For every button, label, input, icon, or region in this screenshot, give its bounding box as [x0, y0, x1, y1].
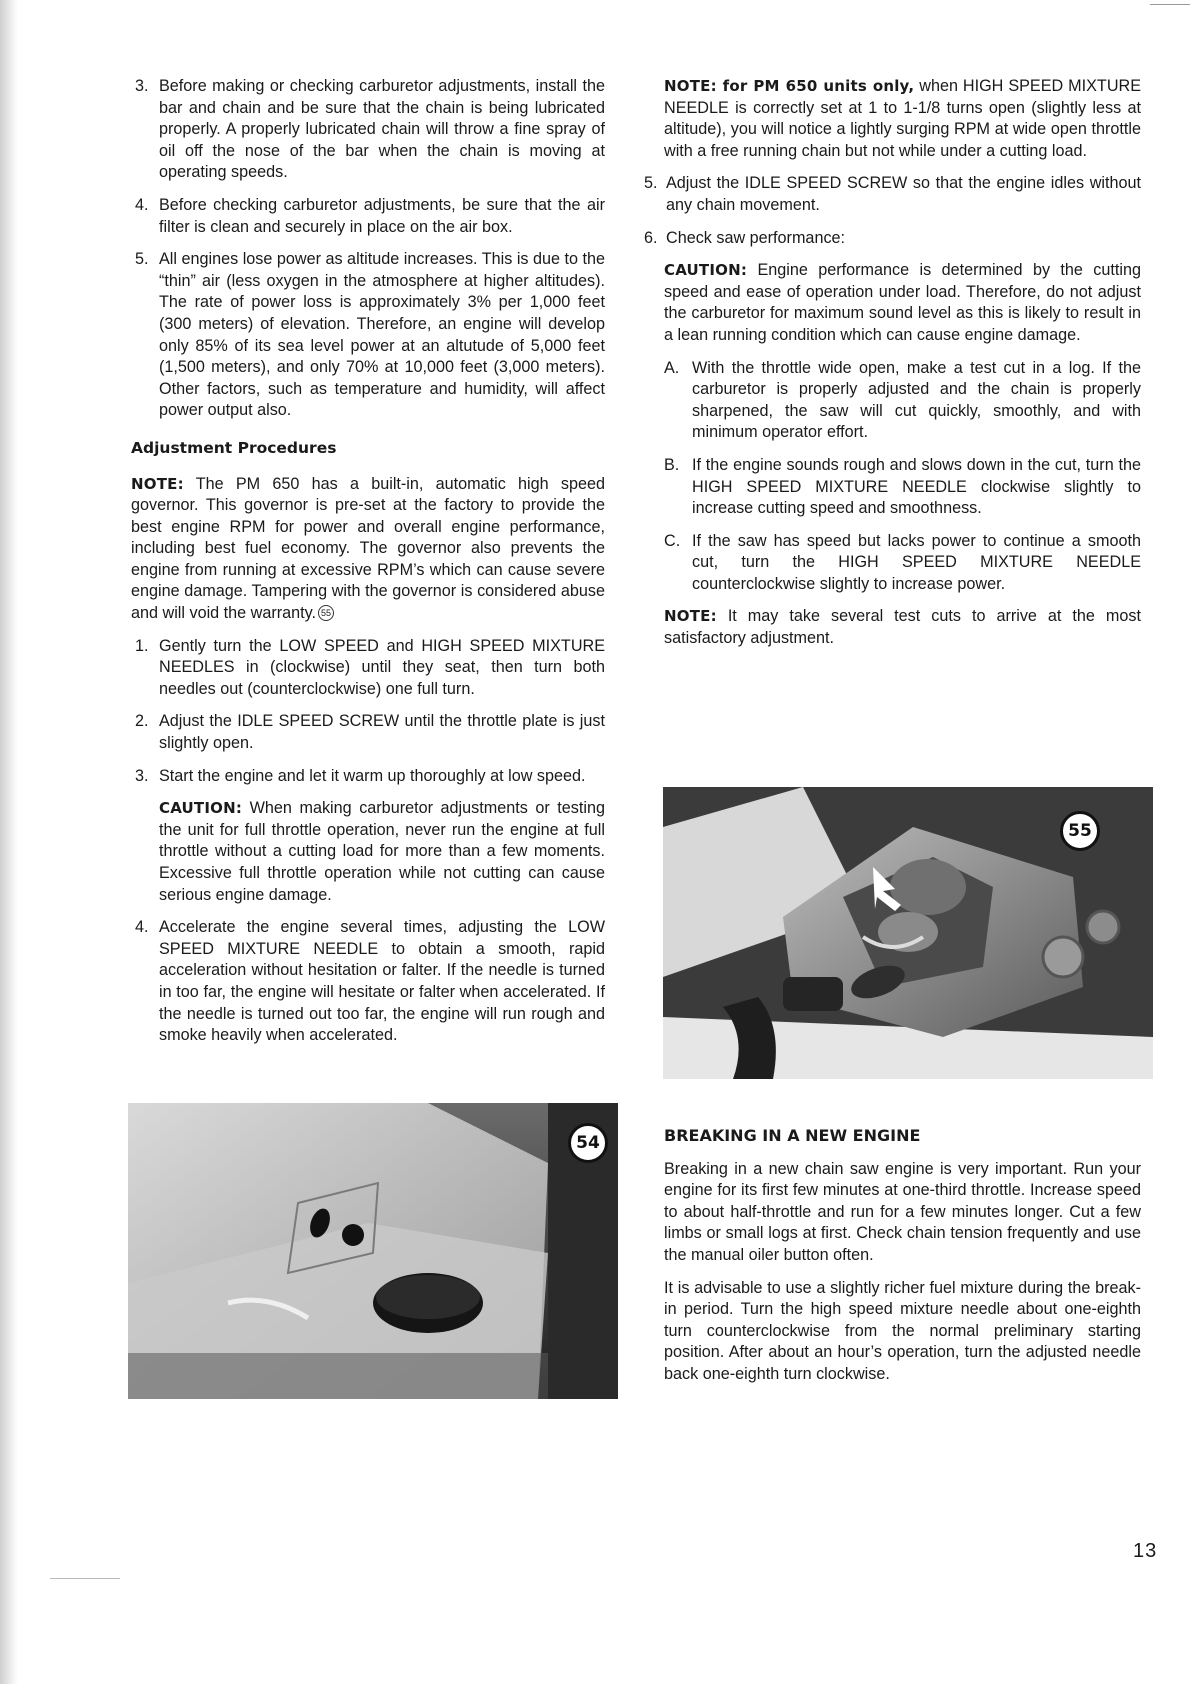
pm650-note [664, 76, 1141, 162]
breakin-paragraph-2: It is advisable to use a slightly richer fuel mixture during the break-in period. Turn the high speed mixture needle about one-eighth turn counterclockwise from the normal preliminary starting position. After about an hour’s operation, turn the adjusted needle back one-eighth turn clockwise. [664, 1278, 1141, 1383]
step-3: 3. Start the engine and let it warm up thoroughly at low speed. [135, 766, 586, 785]
step-text: Gently turn the LOW SPEED and HIGH SPEED MIXTURE NEEDLES in (clockwise) until they seat, then turn both needles out (counterclockwise) one full turn. [159, 636, 605, 698]
figure-54-photo [128, 1103, 618, 1399]
scan-binding-edge [0, 0, 18, 1684]
note-label: NOTE: [131, 474, 184, 493]
step-5: 5. Adjust the IDLE SPEED SCREW so that the engine idles without any chain movement. [644, 174, 1141, 214]
step-text: Check saw performance: [666, 228, 846, 247]
list-item-text: Before checking carburetor adjustments, be sure that the air filter is clean and securely in place on the air box. [159, 195, 605, 236]
step-2: 2. Adjust the IDLE SPEED SCREW until the throttle plate is just slightly open. [135, 712, 605, 753]
step-4: 4. Accelerate the engine several times, adjusting the LOW SPEED MIXTURE NEEDLE to obtain a smooth, rapid acceleration without hesitation or falter. If the needle is turned in too far, the engine will hesitate or falter when accelerated. If the needle is turned out too far, the engine will run rough and smoke heavily when accelerated. [135, 918, 605, 1045]
test-cuts-note [664, 606, 1141, 649]
step-text: Accelerate the engine several times, adjusting the LOW SPEED MIXTURE NEEDLE to obtain a smooth, rapid acceleration without hesitation or falter. If the needle is turned in too far, the engine will hesitate or falter when accelerated. If the needle is turned out too far, the engine will run rough and smoke heavily when accelerated. [159, 918, 605, 1045]
figure-number-badge: 54 [568, 1123, 608, 1163]
note-text: The PM 650 has a built-in, automatic high speed governor. This governor is pre-set at the factory to provide the best engine RPM for power and overall engine performance, including best fuel economy. The governor also prevents the engine from running at excessive RPM’s which can cause severe engine damage. Tampering with the governor is considered abuse and will void the warranty. [131, 474, 605, 623]
right-column [644, 76, 1142, 661]
left-column [131, 76, 605, 1058]
substep-text: With the throttle wide open, make a test cut in a log. If the carburetor is properly adjusted and the chain is properly sharpened, the saw will cut quickly, smoothly, and with minimum operator effort. [692, 358, 1141, 442]
caution-sound-level [664, 260, 1141, 346]
note-text: when HIGH SPEED MIXTURE NEEDLE is correctly set at 1 to 1-1/8 turns open (slightly less at altitude), you will notice a lightly surging RPM at wide open throttle with a free running chain but not while under a cutting load. [664, 77, 1142, 160]
scan-footer-line [50, 1578, 120, 1579]
list-item-5: 5. All engines lose power as altitude increases. This is due to the “thin” air (less oxygen in the atmosphere at higher altitudes). The rate of power loss is approximately 3% per 1,000 feet (300 meters) of elevation. Therefore, an engine will develop only 85% of its sea level power at an altutude of 5,000 feet (1,500 meters), and only 70% at 10,000 feet (3,000 meters). Other factors, such as temperature and humidity, will affect power output also. [135, 250, 606, 420]
page-number: 13 [1133, 1540, 1158, 1562]
substep-b: B. If the engine sounds rough and slows down in the cut, turn the HIGH SPEED MIXTURE NEEDLE clockwise slightly to increase cutting speed and smoothness. [664, 455, 1141, 518]
step-text: Adjust the IDLE SPEED SCREW so that the engine idles without any chain movement. [666, 174, 1141, 214]
figure-55-photo [663, 787, 1153, 1079]
substep-text: If the saw has speed but lacks power to continue a smooth cut, turn the HIGH SPEED MIXTURE NEEDLE counterclockwise slightly to increase power. [692, 531, 1141, 593]
list-item-text: Before making or checking carburetor adjustments, install the bar and chain and be sure that the chain is being lubricated properly. A properly lubricated chain will throw a fine spray of oil off the nose of the bar when the chain is moving at operating speeds. [159, 77, 605, 182]
step-text: Adjust the IDLE SPEED SCREW until the throttle plate is just slightly open. [159, 712, 605, 753]
caution-label: CAUTION: [664, 261, 748, 280]
caution-text: When making carburetor adjustments or testing the unit for full throttle operation, never run the engine at full throttle without a cutting load for more than a few moments. Excessive full throttle operation while not cutting can cause serious engine damage. [159, 799, 605, 904]
note-label: NOTE: [664, 607, 717, 626]
scan-edge-line [1150, 4, 1190, 5]
governor-note [131, 474, 605, 625]
substep-c: C. If the saw has speed but lacks power to continue a smooth cut, turn the HIGH SPEED MIXTURE NEEDLE counterclockwise slightly to increase power. [664, 531, 1141, 593]
figure-ref: 55 [318, 605, 334, 621]
list-item-3: 3. Before making or checking carburetor adjustments, install the bar and chain and be sure that the chain is being lubricated properly. A properly lubricated chain will throw a fine spray of oil off the nose of the bar when the chain is moving at operating speeds. [135, 77, 605, 182]
caution-text: Engine performance is determined by the cutting speed and ease of operation under load. Therefore, do not adjust the carburetor for maximum sound level as this is likely to result in a lean running condition which can cause engine damage. [664, 261, 1141, 344]
caution-label: CAUTION: [159, 799, 243, 818]
breakin-paragraph-1: Breaking in a new chain saw engine is very important. Run your engine for its first few minutes at one-third throttle. Increase speed to about half-throttle and run for a few minutes longer. Cut a few limbs or small logs at first. Check chain tension frequently and use the manual oiler button often. [664, 1159, 1141, 1264]
section-heading-adjustment: Adjustment Procedures [131, 438, 337, 457]
note-label: NOTE: for PM 650 units only, [664, 77, 915, 95]
step-1: 1. Gently turn the LOW SPEED and HIGH SPEED MIXTURE NEEDLES in (clockwise) until they seat, then turn both needles out (counterclockwise) one full turn. [135, 636, 605, 698]
list-item-4: 4. Before checking carburetor adjustments, be sure that the air filter is clean and securely in place on the air box. [135, 195, 605, 236]
substep-a: A. With the throttle wide open, make a test cut in a log. If the carburetor is properly adjusted and the chain is properly sharpened, the saw will cut quickly, smoothly, and with minimum operator effort. [664, 358, 1141, 442]
carburetor-cover-illustration [128, 1103, 618, 1399]
substep-text: If the engine sounds rough and slows down in the cut, turn the HIGH SPEED MIXTURE NEEDLE clockwise slightly to increase cutting speed and smoothness. [692, 455, 1141, 518]
note-text: It may take several test cuts to arrive at the most satisfactory adjustment. [664, 607, 1142, 648]
step-6: 6. Check saw performance: [644, 228, 846, 247]
figure-number-badge: 55 [1060, 811, 1100, 851]
breakin-section [664, 1125, 1141, 1397]
step-text: Start the engine and let it warm up thoroughly at low speed. [159, 766, 586, 785]
breakin-heading: BREAKING IN A NEW ENGINE [664, 1126, 921, 1145]
caution-full-throttle [131, 798, 605, 906]
list-item-text: All engines lose power as altitude increases. This is due to the “thin” air (less oxygen in the atmosphere at higher altitudes). The rate of power loss is approximately 3% per 1,000 feet (300 meters) of elevation. Therefore, an engine will develop only 85% of its sea level power at an altutude of 5,000 feet (1,500 meters), and only 70% at 10,000 feet (3,000 meters). Other factors, such as temperature and humidity, will affect power output also. [159, 250, 606, 420]
